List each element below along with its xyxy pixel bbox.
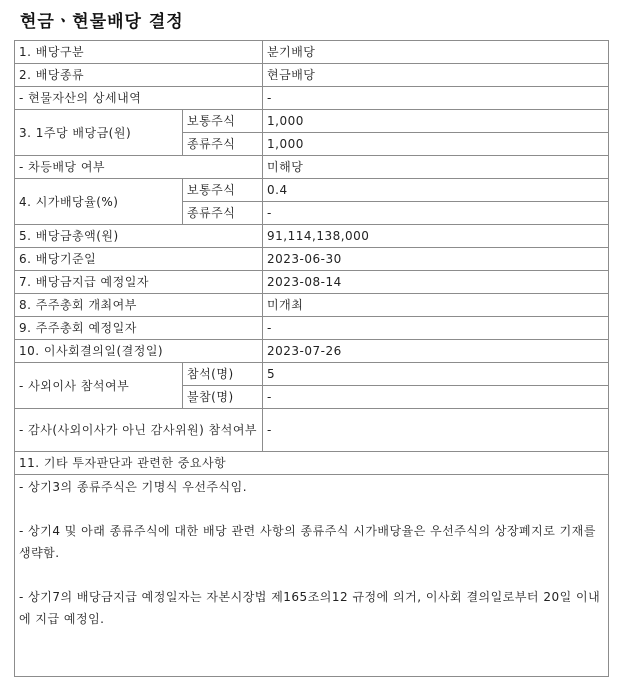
- table-row: [15, 271, 609, 294]
- row-label: 6. 배당기준일: [15, 248, 263, 271]
- sub-label: 보통주식: [183, 110, 263, 133]
- row-value: -: [263, 87, 609, 110]
- table-row: [15, 409, 609, 452]
- disclosure-table: [14, 40, 609, 677]
- row-value: 미해당: [263, 156, 609, 179]
- row-value: 2023-07-26: [263, 340, 609, 363]
- table-row: [15, 110, 609, 133]
- table-row: [15, 41, 609, 64]
- row-label: 5. 배당금총액(원): [15, 225, 263, 248]
- row-label: 1. 배당구분: [15, 41, 263, 64]
- sub-label: 불참(명): [183, 386, 263, 409]
- row-value: -: [263, 386, 609, 409]
- table-row: [15, 363, 609, 386]
- row-value: -: [263, 317, 609, 340]
- table-row: [15, 64, 609, 87]
- row-value: 현금배당: [263, 64, 609, 87]
- row-value: 0.4: [263, 179, 609, 202]
- notes-cell: [15, 475, 609, 677]
- row-label: - 감사(사외이사가 아닌 감사위원) 참석여부: [15, 409, 263, 452]
- table-row: [15, 317, 609, 340]
- row-value: 91,114,138,000: [263, 225, 609, 248]
- row-label: 4. 시가배당율(%): [15, 179, 183, 225]
- note-item: - 상기7의 배당금지급 예정일자는 자본시장법 제165조의12 규정에 의거, 이사회 결의일로부터 20일 이내에 지급 예정임.: [19, 590, 601, 626]
- row-value: -: [263, 202, 609, 225]
- table-row: [15, 475, 609, 677]
- sub-label: 종류주식: [183, 133, 263, 156]
- sub-label: 참석(명): [183, 363, 263, 386]
- row-value: 1,000: [263, 110, 609, 133]
- row-label: 2. 배당종류: [15, 64, 263, 87]
- row-value: 미개최: [263, 294, 609, 317]
- row-value: 분기배당: [263, 41, 609, 64]
- table-row: [15, 156, 609, 179]
- table-row: [15, 452, 609, 475]
- row-label: 8. 주주총회 개최여부: [15, 294, 263, 317]
- section-heading: 11. 기타 투자판단과 관련한 중요사항: [15, 452, 609, 475]
- row-label: 10. 이사회결의일(결정일): [15, 340, 263, 363]
- table-row: [15, 340, 609, 363]
- table-row: [15, 225, 609, 248]
- row-value: 2023-08-14: [263, 271, 609, 294]
- row-label: 9. 주주총회 예정일자: [15, 317, 263, 340]
- row-label: 3. 1주당 배당금(원): [15, 110, 183, 156]
- sub-label: 종류주식: [183, 202, 263, 225]
- sub-label: 보통주식: [183, 179, 263, 202]
- row-value: 2023-06-30: [263, 248, 609, 271]
- row-value: 5: [263, 363, 609, 386]
- table-row: [15, 179, 609, 202]
- row-label: - 현물자산의 상세내역: [15, 87, 263, 110]
- row-label: - 차등배당 여부: [15, 156, 263, 179]
- row-value: 1,000: [263, 133, 609, 156]
- note-item: - 상기4 및 아래 종류주식에 대한 배당 관련 사항의 종류주식 시가배당율은 우선주식의 상장폐지로 기재를 생략함.: [19, 524, 596, 560]
- row-label: 7. 배당금지급 예정일자: [15, 271, 263, 294]
- table-row: [15, 248, 609, 271]
- table-row: [15, 87, 609, 110]
- row-value: -: [263, 409, 609, 452]
- page-title: 현금ㆍ현물배당 결정: [20, 12, 184, 32]
- note-item: - 상기3의 종류주식은 기명식 우선주식임.: [19, 480, 248, 494]
- table-row: [15, 294, 609, 317]
- row-label: - 사외이사 참석여부: [15, 363, 183, 409]
